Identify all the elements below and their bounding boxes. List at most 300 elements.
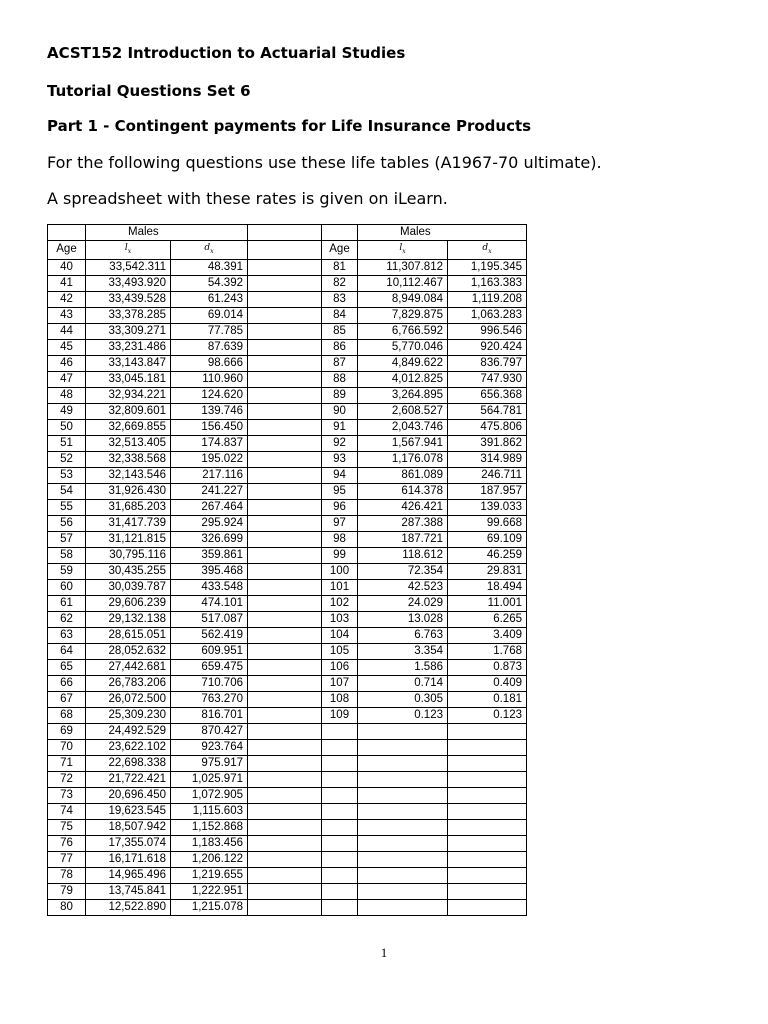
- dx-cell: 1.768: [448, 643, 527, 659]
- spacer-cell: [248, 595, 322, 611]
- lx-cell: 72.354: [358, 563, 448, 579]
- table-row: [48, 291, 527, 307]
- lx-header-right: $l_x$: [358, 241, 448, 260]
- blank-header-cell: [322, 225, 358, 241]
- empty-cell: [448, 851, 527, 867]
- lx-cell: 187.721: [358, 531, 448, 547]
- spacer-cell: [248, 643, 322, 659]
- dx-cell: 0.409: [448, 675, 527, 691]
- dx-cell: 1,215.078: [171, 899, 248, 915]
- age-cell: 42: [48, 291, 86, 307]
- lx-cell: 614.378: [358, 483, 448, 499]
- course-title: ACST152 Introduction to Actuarial Studies: [47, 44, 406, 62]
- lx-cell: 16,171.618: [86, 851, 171, 867]
- dx-cell: 174.837: [171, 435, 248, 451]
- dx-cell: 659.475: [171, 659, 248, 675]
- dx-cell: 314.989: [448, 451, 527, 467]
- empty-cell: [358, 835, 448, 851]
- age-cell: 55: [48, 499, 86, 515]
- age-cell: 95: [322, 483, 358, 499]
- spacer-cell: [248, 515, 322, 531]
- dx-cell: 747.930: [448, 371, 527, 387]
- spacer-cell: [248, 707, 322, 723]
- lx-cell: 31,926.430: [86, 483, 171, 499]
- table-row: [48, 371, 527, 387]
- spacer-cell: [248, 787, 322, 803]
- dx-cell: 0.181: [448, 691, 527, 707]
- spacer-cell: [248, 531, 322, 547]
- age-cell: 66: [48, 675, 86, 691]
- age-cell: 52: [48, 451, 86, 467]
- dx-cell: 710.706: [171, 675, 248, 691]
- lx-cell: 24.029: [358, 595, 448, 611]
- age-cell: 106: [322, 659, 358, 675]
- age-cell: 57: [48, 531, 86, 547]
- lx-cell: 30,795.116: [86, 547, 171, 563]
- lx-cell: 8,949.084: [358, 291, 448, 307]
- table-row: [48, 643, 527, 659]
- empty-cell: [448, 739, 527, 755]
- lx-cell: 30,435.255: [86, 563, 171, 579]
- spacer-cell: [248, 387, 322, 403]
- table-header-row-group: [48, 225, 527, 241]
- lx-cell: 7,829.875: [358, 307, 448, 323]
- lx-cell: 29,132.138: [86, 611, 171, 627]
- lx-cell: 42.523: [358, 579, 448, 595]
- lx-cell: 0.305: [358, 691, 448, 707]
- age-cell: 89: [322, 387, 358, 403]
- spacer-cell: [248, 467, 322, 483]
- age-cell: 105: [322, 643, 358, 659]
- lx-cell: 33,439.528: [86, 291, 171, 307]
- dx-cell: 54.392: [171, 275, 248, 291]
- spacer-cell: [248, 611, 322, 627]
- dx-cell: 48.391: [171, 259, 248, 275]
- spacer-cell: [248, 419, 322, 435]
- age-cell: 76: [48, 835, 86, 851]
- dx-cell: 124.620: [171, 387, 248, 403]
- table-row: [48, 563, 527, 579]
- dx-cell: 3.409: [448, 627, 527, 643]
- dx-cell: 870.427: [171, 723, 248, 739]
- spacer-cell: [248, 627, 322, 643]
- dx-cell: 187.957: [448, 483, 527, 499]
- empty-cell: [322, 867, 358, 883]
- spacer-cell: [248, 771, 322, 787]
- lx-cell: 25,309.230: [86, 707, 171, 723]
- spacer-cell: [248, 835, 322, 851]
- age-cell: 83: [322, 291, 358, 307]
- age-cell: 49: [48, 403, 86, 419]
- table-row: [48, 627, 527, 643]
- age-cell: 69: [48, 723, 86, 739]
- age-cell: 94: [322, 467, 358, 483]
- lx-cell: 0.123: [358, 707, 448, 723]
- empty-cell: [358, 771, 448, 787]
- dx-cell: 996.546: [448, 323, 527, 339]
- age-cell: 82: [322, 275, 358, 291]
- spacer-cell: [248, 451, 322, 467]
- life-table-body: [48, 225, 527, 916]
- lx-cell: 6,766.592: [358, 323, 448, 339]
- age-cell: 80: [48, 899, 86, 915]
- dx-cell: 295.924: [171, 515, 248, 531]
- lx-cell: 33,143.847: [86, 355, 171, 371]
- dx-cell: 77.785: [171, 323, 248, 339]
- dx-cell: 1,222.951: [171, 883, 248, 899]
- dx-cell: 656.368: [448, 387, 527, 403]
- lx-cell: 12,522.890: [86, 899, 171, 915]
- age-cell: 72: [48, 771, 86, 787]
- empty-cell: [448, 883, 527, 899]
- empty-cell: [448, 771, 527, 787]
- dx-cell: 517.087: [171, 611, 248, 627]
- dx-cell: 87.639: [171, 339, 248, 355]
- age-cell: 99: [322, 547, 358, 563]
- spacer-cell: [248, 675, 322, 691]
- lx-cell: 30,039.787: [86, 579, 171, 595]
- age-cell: 41: [48, 275, 86, 291]
- dx-cell: 0.123: [448, 707, 527, 723]
- lx-cell: 426.421: [358, 499, 448, 515]
- age-cell: 63: [48, 627, 86, 643]
- age-cell: 70: [48, 739, 86, 755]
- dx-cell: 61.243: [171, 291, 248, 307]
- lx-cell: 2,043.746: [358, 419, 448, 435]
- empty-cell: [448, 755, 527, 771]
- lx-cell: 32,809.601: [86, 403, 171, 419]
- dx-cell: 564.781: [448, 403, 527, 419]
- age-cell: 48: [48, 387, 86, 403]
- dx-cell: 975.917: [171, 755, 248, 771]
- empty-cell: [358, 723, 448, 739]
- spacer-cell: [248, 739, 322, 755]
- table-row: [48, 435, 527, 451]
- dx-cell: 241.227: [171, 483, 248, 499]
- spacer-cell: [248, 323, 322, 339]
- lx-cell: 18,507.942: [86, 819, 171, 835]
- males-group-label-left: Males: [86, 225, 248, 241]
- empty-cell: [358, 755, 448, 771]
- table-row: [48, 419, 527, 435]
- empty-cell: [322, 723, 358, 739]
- lx-cell: 28,615.051: [86, 627, 171, 643]
- empty-cell: [358, 739, 448, 755]
- dx-header-left: $d_x$: [171, 241, 248, 260]
- dx-cell: 1,219.655: [171, 867, 248, 883]
- empty-cell: [358, 851, 448, 867]
- table-row: [48, 403, 527, 419]
- dx-cell: 816.701: [171, 707, 248, 723]
- empty-cell: [358, 803, 448, 819]
- lx-cell: 27,442.681: [86, 659, 171, 675]
- lx-cell: 33,231.486: [86, 339, 171, 355]
- dx-cell: 326.699: [171, 531, 248, 547]
- age-cell: 81: [322, 259, 358, 275]
- table-row: [48, 467, 527, 483]
- table-row: [48, 611, 527, 627]
- age-cell: 108: [322, 691, 358, 707]
- table-row: [48, 723, 527, 739]
- lx-cell: 33,493.920: [86, 275, 171, 291]
- lx-cell: 13,745.841: [86, 883, 171, 899]
- dx-cell: 1,115.603: [171, 803, 248, 819]
- table-row: [48, 547, 527, 563]
- age-cell: 75: [48, 819, 86, 835]
- age-cell: 98: [322, 531, 358, 547]
- age-cell: 100: [322, 563, 358, 579]
- table-row: [48, 275, 527, 291]
- dx-cell: 1,195.345: [448, 259, 527, 275]
- table-row: [48, 499, 527, 515]
- spacer-cell: [248, 435, 322, 451]
- table-row: [48, 771, 527, 787]
- dx-cell: 18.494: [448, 579, 527, 595]
- age-cell: 102: [322, 595, 358, 611]
- empty-cell: [322, 899, 358, 915]
- spacer-cell: [248, 259, 322, 275]
- spacer-cell: [248, 355, 322, 371]
- age-cell: 59: [48, 563, 86, 579]
- lx-cell: 5,770.046: [358, 339, 448, 355]
- empty-cell: [358, 787, 448, 803]
- age-cell: 88: [322, 371, 358, 387]
- spacer-cell: [248, 755, 322, 771]
- age-cell: 51: [48, 435, 86, 451]
- spacer-cell: [248, 403, 322, 419]
- spacer-cell: [248, 291, 322, 307]
- spacer-cell: [248, 819, 322, 835]
- dx-cell: 69.014: [171, 307, 248, 323]
- lx-cell: 4,012.825: [358, 371, 448, 387]
- blank-header-cell: [248, 225, 322, 241]
- table-row: [48, 355, 527, 371]
- dx-header-right: $d_x$: [448, 241, 527, 260]
- dx-cell: 1,183.456: [171, 835, 248, 851]
- lx-cell: 0.714: [358, 675, 448, 691]
- age-cell: 53: [48, 467, 86, 483]
- empty-cell: [448, 723, 527, 739]
- lx-cell: 29,606.239: [86, 595, 171, 611]
- lx-header-left: $l_x$: [86, 241, 171, 260]
- age-cell: 61: [48, 595, 86, 611]
- age-cell: 71: [48, 755, 86, 771]
- lx-cell: 13.028: [358, 611, 448, 627]
- lx-cell: 118.612: [358, 547, 448, 563]
- lx-cell: 26,072.500: [86, 691, 171, 707]
- table-row: [48, 851, 527, 867]
- spacer-cell: [248, 659, 322, 675]
- page-number: 1: [380, 945, 388, 960]
- lx-cell: 861.089: [358, 467, 448, 483]
- dx-cell: 6.265: [448, 611, 527, 627]
- age-cell: 77: [48, 851, 86, 867]
- empty-cell: [358, 819, 448, 835]
- age-cell: 73: [48, 787, 86, 803]
- age-cell: 74: [48, 803, 86, 819]
- age-cell: 79: [48, 883, 86, 899]
- lx-cell: 32,338.568: [86, 451, 171, 467]
- spacer-cell: [248, 275, 322, 291]
- dx-cell: 11.001: [448, 595, 527, 611]
- dx-cell: 110.960: [171, 371, 248, 387]
- dx-cell: 562.419: [171, 627, 248, 643]
- age-cell: 47: [48, 371, 86, 387]
- age-cell: 46: [48, 355, 86, 371]
- age-cell: 68: [48, 707, 86, 723]
- age-cell: 86: [322, 339, 358, 355]
- empty-cell: [322, 739, 358, 755]
- males-group-label-right: Males: [358, 225, 527, 241]
- table-row: [48, 867, 527, 883]
- dx-cell: 99.668: [448, 515, 527, 531]
- dx-cell: 98.666: [171, 355, 248, 371]
- dx-cell: 246.711: [448, 467, 527, 483]
- dx-cell: 195.022: [171, 451, 248, 467]
- empty-cell: [358, 883, 448, 899]
- lx-cell: 3,264.895: [358, 387, 448, 403]
- dx-cell: 156.450: [171, 419, 248, 435]
- age-cell: 43: [48, 307, 86, 323]
- age-cell: 40: [48, 259, 86, 275]
- lx-cell: 28,052.632: [86, 643, 171, 659]
- age-cell: 87: [322, 355, 358, 371]
- age-cell: 104: [322, 627, 358, 643]
- table-row: [48, 595, 527, 611]
- empty-cell: [448, 899, 527, 915]
- table-row: [48, 659, 527, 675]
- blank-header-cell: [248, 241, 322, 260]
- table-row: [48, 755, 527, 771]
- spacer-cell: [248, 371, 322, 387]
- spacer-cell: [248, 803, 322, 819]
- spacer-cell: [248, 899, 322, 915]
- age-header-right: Age: [322, 241, 358, 260]
- lx-cell: 32,513.405: [86, 435, 171, 451]
- empty-cell: [322, 835, 358, 851]
- spacer-cell: [248, 563, 322, 579]
- empty-cell: [448, 819, 527, 835]
- lx-cell: 20,696.450: [86, 787, 171, 803]
- empty-cell: [322, 883, 358, 899]
- age-header-left: Age: [48, 241, 86, 260]
- lx-cell: 26,783.206: [86, 675, 171, 691]
- lx-cell: 17,355.074: [86, 835, 171, 851]
- table-header-row-columns: [48, 241, 527, 260]
- lx-cell: 22,698.338: [86, 755, 171, 771]
- empty-cell: [322, 787, 358, 803]
- table-row: [48, 739, 527, 755]
- lx-cell: 10,112.467: [358, 275, 448, 291]
- dx-cell: 920.424: [448, 339, 527, 355]
- dx-cell: 217.116: [171, 467, 248, 483]
- lx-cell: 14,965.496: [86, 867, 171, 883]
- lx-cell: 33,542.311: [86, 259, 171, 275]
- table-row: [48, 323, 527, 339]
- age-cell: 107: [322, 675, 358, 691]
- dx-cell: 0.873: [448, 659, 527, 675]
- age-cell: 56: [48, 515, 86, 531]
- dx-cell: 391.862: [448, 435, 527, 451]
- dx-cell: 763.270: [171, 691, 248, 707]
- lx-cell: 1,176.078: [358, 451, 448, 467]
- lx-cell: 2,608.527: [358, 403, 448, 419]
- table-row: [48, 579, 527, 595]
- table-row: [48, 899, 527, 915]
- age-cell: 67: [48, 691, 86, 707]
- lx-cell: 32,934.221: [86, 387, 171, 403]
- lx-cell: 4,849.622: [358, 355, 448, 371]
- age-cell: 91: [322, 419, 358, 435]
- table-row: [48, 451, 527, 467]
- age-cell: 90: [322, 403, 358, 419]
- lx-cell: 21,722.421: [86, 771, 171, 787]
- dx-cell: 475.806: [448, 419, 527, 435]
- dx-cell: 1,063.283: [448, 307, 527, 323]
- age-cell: 103: [322, 611, 358, 627]
- empty-cell: [358, 867, 448, 883]
- lx-cell: 6.763: [358, 627, 448, 643]
- lx-cell: 31,685.203: [86, 499, 171, 515]
- spacer-cell: [248, 339, 322, 355]
- age-cell: 96: [322, 499, 358, 515]
- age-cell: 60: [48, 579, 86, 595]
- empty-cell: [448, 787, 527, 803]
- table-row: [48, 803, 527, 819]
- lx-cell: 33,045.181: [86, 371, 171, 387]
- dx-cell: 139.746: [171, 403, 248, 419]
- empty-cell: [448, 867, 527, 883]
- spacer-cell: [248, 307, 322, 323]
- dx-cell: 1,025.971: [171, 771, 248, 787]
- age-cell: 85: [322, 323, 358, 339]
- dx-cell: 267.464: [171, 499, 248, 515]
- table-row: [48, 691, 527, 707]
- age-cell: 84: [322, 307, 358, 323]
- empty-cell: [322, 771, 358, 787]
- dx-cell: 29.831: [448, 563, 527, 579]
- empty-cell: [322, 819, 358, 835]
- spacer-cell: [248, 883, 322, 899]
- age-cell: 65: [48, 659, 86, 675]
- spacer-cell: [248, 867, 322, 883]
- spacer-cell: [248, 723, 322, 739]
- table-row: [48, 883, 527, 899]
- empty-cell: [358, 899, 448, 915]
- intro-paragraph: For the following questions use these life tables (A1967-70 ultimate).: [47, 153, 602, 172]
- table-row: [48, 707, 527, 723]
- dx-cell: 474.101: [171, 595, 248, 611]
- age-cell: 97: [322, 515, 358, 531]
- dx-cell: 1,163.383: [448, 275, 527, 291]
- life-table: [47, 224, 527, 916]
- table-row: [48, 259, 527, 275]
- table-row: [48, 819, 527, 835]
- dx-cell: 359.861: [171, 547, 248, 563]
- dx-cell: 923.764: [171, 739, 248, 755]
- lx-cell: 3.354: [358, 643, 448, 659]
- age-cell: 45: [48, 339, 86, 355]
- empty-cell: [322, 851, 358, 867]
- age-cell: 78: [48, 867, 86, 883]
- dx-cell: 1,206.122: [171, 851, 248, 867]
- age-cell: 101: [322, 579, 358, 595]
- dx-cell: 139.033: [448, 499, 527, 515]
- dx-cell: 395.468: [171, 563, 248, 579]
- lx-cell: 31,417.739: [86, 515, 171, 531]
- lx-cell: 32,669.855: [86, 419, 171, 435]
- spacer-cell: [248, 579, 322, 595]
